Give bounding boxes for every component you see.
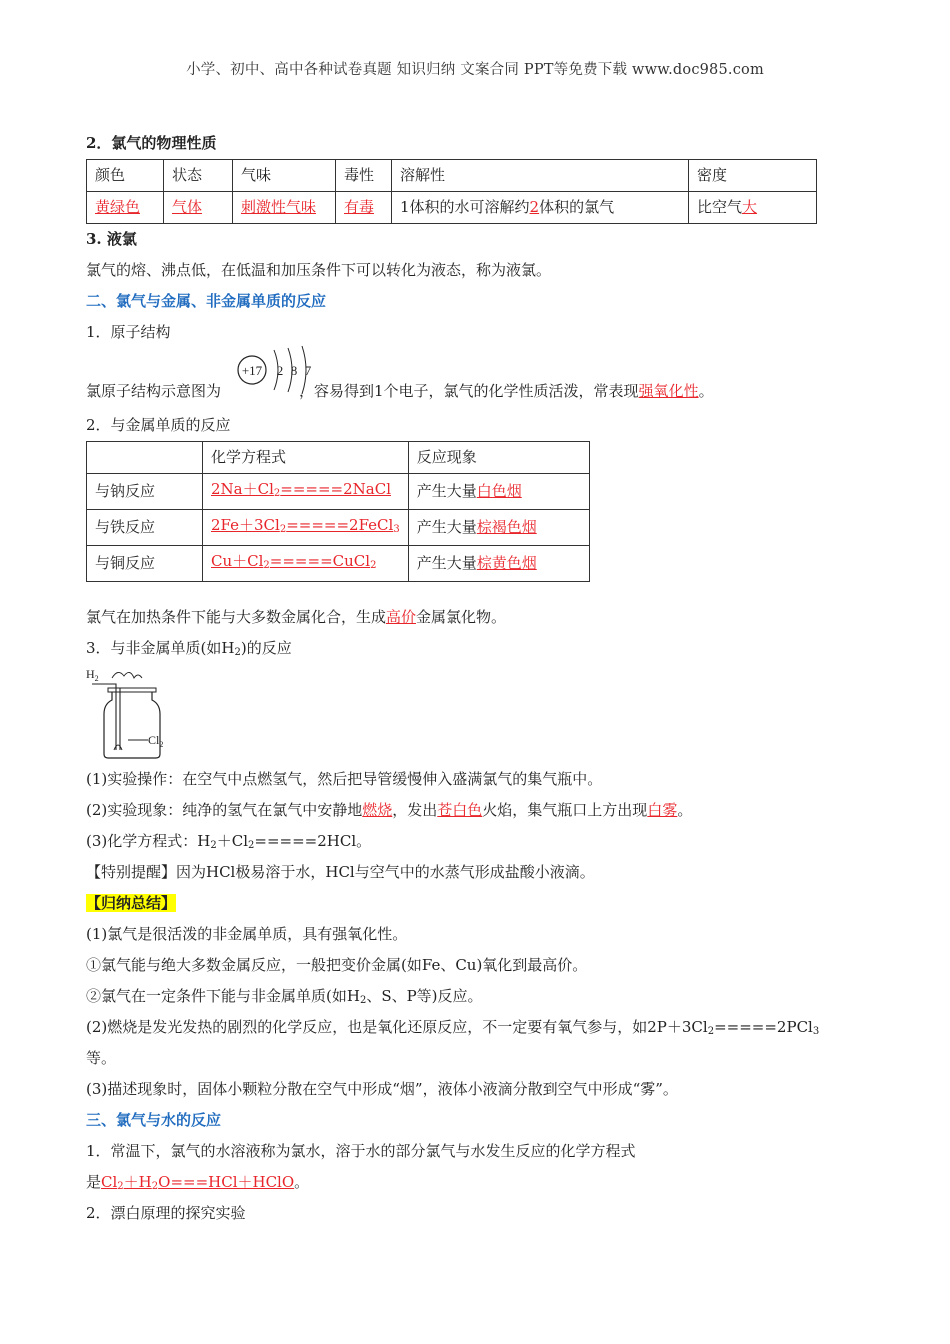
subscript: 2 — [248, 840, 255, 851]
phenomenon-cell — [408, 510, 589, 546]
subscript: 2 — [234, 647, 241, 658]
header-cell: 气味 — [233, 160, 336, 192]
shell-electrons: 2 — [276, 363, 284, 378]
text: =====2HCl。 — [254, 832, 372, 850]
toxicity-value: 有毒 — [344, 198, 375, 216]
toxicity-cell — [336, 192, 392, 224]
paragraph — [86, 602, 866, 633]
shell-electrons: 7 — [304, 363, 312, 378]
eq-subscript: 2 — [263, 560, 270, 571]
text: )的反应 — [240, 639, 292, 657]
metal-reaction-table — [86, 441, 590, 582]
paragraph: 氯气的熔、沸点低，在低温和加压条件下可以转化为液态，称为液氯。 — [86, 261, 552, 279]
text: ②氯气在一定条件下能与非金属单质(如H — [86, 987, 360, 1005]
highlight: 棕褐色烟 — [476, 518, 537, 536]
subscript: 2 — [707, 1026, 715, 1037]
table-row — [87, 546, 590, 582]
eq-part: =====2FeCl — [286, 516, 394, 534]
table-header-row — [87, 160, 817, 192]
text: 。 — [294, 1173, 310, 1191]
eq-part: Cu＋Cl — [211, 552, 264, 570]
text: 是 — [86, 1173, 102, 1191]
header-cell: 溶解性 — [392, 160, 689, 192]
table-row — [87, 510, 590, 546]
row-label: 与铁反应 — [87, 510, 203, 546]
equation-cell — [203, 546, 409, 582]
color-value: 黄绿色 — [95, 198, 141, 216]
nucleus-charge: +17 — [241, 363, 263, 378]
highlight: 白色烟 — [476, 482, 522, 500]
text: 火焰，集气瓶口上方出现 — [482, 801, 648, 819]
eq-part: Cl — [101, 1173, 118, 1191]
smell-cell — [233, 192, 336, 224]
header-cell: 颜色 — [87, 160, 164, 192]
header-cell: 毒性 — [336, 160, 392, 192]
subscript: 2 — [359, 995, 367, 1006]
apparatus-figure — [86, 664, 866, 764]
section-title-physical: 2．氯气的物理性质 — [86, 134, 217, 152]
state-cell — [164, 192, 233, 224]
solubility-text: 体积的氯气 — [539, 198, 615, 216]
equation — [211, 552, 376, 570]
table-header-row — [87, 442, 590, 474]
row-label: 与铜反应 — [87, 546, 203, 582]
header-cell: 化学方程式 — [203, 442, 409, 474]
equation — [101, 1173, 294, 1191]
text: ，发出 — [392, 801, 438, 819]
paragraph: (1)氯气是很活泼的非金属单质，具有强氧化性。 — [86, 925, 408, 943]
subscript: 2 — [210, 840, 217, 851]
paragraph: (3)描述现象时，固体小颗粒分散在空气中形成“烟”，液体小液滴分散到空气中形成“雾”。 — [86, 1080, 678, 1098]
text: (2)实验现象：纯净的氢气在氯气中安静地 — [86, 801, 363, 819]
paragraph: (1)实验操作：在空气中点燃氢气，然后把导管缓慢伸入盛满氯气的集气瓶中。 — [86, 770, 603, 788]
flame — [114, 745, 122, 750]
section-heading-2: 二、氯气与金属、非金属单质的反应 — [86, 292, 327, 310]
text: 氯原子结构示意图为 — [86, 382, 222, 400]
paragraph: 1．常温下，氯气的水溶液称为氯水，溶于水的部分氯气与水发生反应的化学方程式 — [86, 1142, 636, 1160]
density-value: 大 — [742, 198, 758, 216]
smoke — [112, 672, 142, 678]
text: (3)化学方程式：H — [86, 832, 211, 850]
paragraph — [86, 981, 866, 1012]
text: 金属氯化物。 — [416, 608, 507, 626]
eq-part: 2Fe＋3Cl — [211, 516, 280, 534]
table-row — [87, 474, 590, 510]
text: ＋Cl — [216, 832, 248, 850]
eq-part: =====2NaCl — [280, 480, 391, 498]
highlight: 白雾 — [647, 801, 678, 819]
eq-subscript: 2 — [117, 1181, 124, 1192]
phenomenon-cell — [408, 546, 589, 582]
paragraph — [86, 1167, 866, 1198]
text: 。 — [677, 801, 693, 819]
text: =====2PCl — [714, 1018, 813, 1036]
equation — [211, 480, 391, 498]
subsection-title: 1．原子结构 — [86, 323, 171, 341]
density-cell — [689, 192, 817, 224]
paragraph: ①氯气能与绝大多数金属反应，一般把变价金属(如Fe、Cu)氧化到最高价。 — [86, 956, 588, 974]
highlight: 高价 — [386, 608, 417, 626]
gas-jar-apparatus — [86, 664, 186, 760]
tip-paragraph: 【特别提醒】因为HCl极易溶于水，HCl与空气中的水蒸气形成盐酸小液滴。 — [86, 863, 595, 881]
header-cell: 密度 — [689, 160, 817, 192]
cl2-label: $Cl_2$ — [148, 733, 164, 749]
paragraph — [86, 795, 866, 826]
color-cell — [87, 192, 164, 224]
eq-subscript: 3 — [393, 524, 400, 535]
eq-subscript: 2 — [279, 524, 287, 535]
eq-subscript: 2 — [370, 560, 377, 571]
equation — [211, 516, 400, 534]
h2-label: $H_2$ — [86, 667, 99, 683]
eq-part: 2Na＋Cl — [211, 480, 274, 498]
equation-cell — [203, 510, 409, 546]
text: (2)燃烧是发光发热的剧烈的化学反应，也是氧化还原反应，不一定要有氧气参与，如2P＋3Cl — [86, 1018, 708, 1036]
row-label: 与钠反应 — [87, 474, 203, 510]
density-text: 比空气 — [697, 198, 743, 216]
header-cell: 反应现象 — [408, 442, 589, 474]
page-header: 小学、初中、高中各种试卷真题 知识归纳 文案合同 PPT等免费下载 www.doc985.com — [186, 62, 764, 78]
subscript: 3 — [812, 1026, 820, 1037]
eq-part: ＋H — [123, 1173, 152, 1191]
eq-part: =====CuCl — [269, 552, 371, 570]
section-title-liquid: 3. 液氯 — [86, 230, 137, 248]
eq-subscript: 2 — [151, 1181, 159, 1192]
eq-subscript: 2 — [273, 488, 281, 499]
atom-description — [86, 376, 714, 407]
section-heading-3: 三、氯气与水的反应 — [86, 1111, 222, 1129]
eq-part: O===HCl＋HClO — [158, 1173, 295, 1191]
jar-lid — [108, 688, 156, 692]
text: 。 — [698, 382, 714, 400]
highlight: 强氧化性 — [638, 382, 699, 400]
subsection-title: 2．与金属单质的反应 — [86, 416, 231, 434]
subsection-title — [86, 633, 866, 664]
summary-label: 【归纳总结】 — [86, 894, 177, 912]
document-body — [86, 128, 866, 1229]
highlight: 棕黄色烟 — [476, 554, 537, 572]
physical-properties-table — [86, 159, 817, 224]
text: 产生大量 — [416, 482, 477, 500]
phenomenon-cell — [408, 474, 589, 510]
subsection-title: 2．漂白原理的探究实验 — [86, 1204, 246, 1222]
header-cell: 状态 — [164, 160, 233, 192]
paragraph — [86, 826, 866, 857]
solubility-text: 1体积的水可溶解约 — [400, 198, 530, 216]
text: 氯气在加热条件下能与大多数金属化合，生成 — [86, 608, 387, 626]
header-cell — [87, 442, 203, 474]
highlight: 苍白色 — [437, 801, 483, 819]
summary-label-line — [86, 888, 866, 919]
text: 3．与非金属单质(如H — [86, 639, 235, 657]
state-value: 气体 — [172, 198, 203, 216]
equation-cell — [203, 474, 409, 510]
solubility-cell — [392, 192, 689, 224]
highlight: 燃烧 — [362, 801, 393, 819]
shell-electrons: 8 — [290, 363, 298, 378]
smell-value: 刺激性气味 — [241, 198, 317, 216]
text: 产生大量 — [416, 518, 477, 536]
table-row — [87, 192, 817, 224]
gas-jar — [104, 692, 160, 758]
atom-structure-line — [86, 348, 866, 410]
text: 、S、P等)反应。 — [366, 987, 483, 1005]
paragraph — [86, 1012, 866, 1043]
paragraph: 等。 — [86, 1049, 117, 1067]
text: ，容易得到1个电子，氯气的化学性质活泼，常表现 — [299, 382, 639, 400]
text: 产生大量 — [416, 554, 477, 572]
solubility-value: 2 — [529, 198, 540, 216]
